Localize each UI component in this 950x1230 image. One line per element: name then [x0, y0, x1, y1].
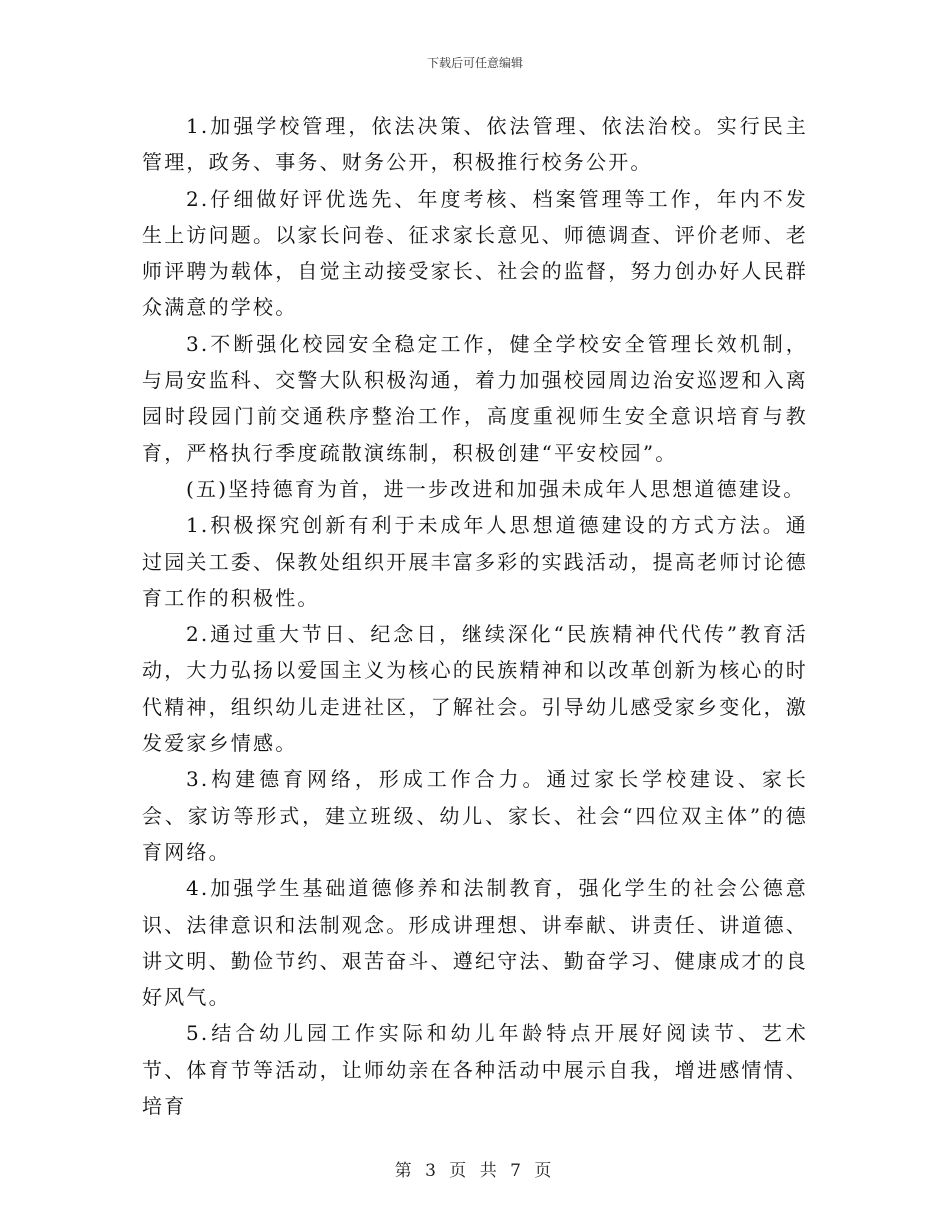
section-heading: (五)坚持德育为首，进一步改进和加强未成年人思想道德建设。 — [186, 476, 806, 501]
paragraph: 2.通过重大节日、纪念日，继续深化“民族精神代代传”教育活动，大力弘扬以爱国主义为核心的民族精神和以改革创新为核心的时代精神，组织幼儿走进社区，了解社会。引导幼儿感受家乡变化，激发爱家乡情感。 — [142, 622, 808, 756]
paragraph: 1.积极探究创新有利于未成年人思想道德建设的方式方法。通过园关工委、保教处组织开展丰富多彩的实践活动，提高老师讨论德育工作的积极性。 — [142, 513, 808, 610]
paragraph: 3.构建德育网络，形成工作合力。通过家长学校建设、家长会、家访等形式，建立班级、幼儿、家长、社会“四位双主体”的德育网络。 — [142, 767, 808, 864]
paragraph: 3.不断强化校园安全稳定工作，健全学校安全管理长效机制，与局安监科、交警大队积极沟通，着力加强校园周边治安巡逻和入离园时段园门前交通秩序整治工作，高度重视师生安全意识培育与教育，严格执行季度疏散演练制，积极创建“平安校园”。 — [142, 331, 808, 465]
paragraph: 4.加强学生基础道德修养和法制教育，强化学生的社会公德意识、法律意识和法制观念。形成讲理想、讲奉献、讲责任、讲道德、讲文明、勤俭节约、艰苦奋斗、遵纪守法、勤奋学习、健康成才的良好风气。 — [142, 876, 808, 1010]
page-number: 第 3 页 共 7 页 — [394, 1161, 556, 1181]
paragraph: 5.结合幼儿园工作实际和幼儿年龄特点开展好阅读节、艺术节、体育节等活动，让师幼亲在各种活动中展示自我，增进感情情、培育 — [142, 1021, 808, 1119]
document-body — [142, 108, 808, 1124]
paragraph: 2.仔细做好评优选先、年度考核、档案管理等工作，年内不发生上访问题。以家长问卷、征求家长意见、师德调查、评价老师、老师评聘为载体，自觉主动接受家长、社会的监督，努力创办好人民群众满意的学校。 — [142, 186, 808, 320]
page-header-note: 下载后可任意编辑 — [426, 56, 523, 70]
paragraph: 1.加强学校管理，依法决策、依法管理、依法治校。实行民主管理，政务、事务、财务公开，积极推行校务公开。 — [142, 114, 808, 175]
